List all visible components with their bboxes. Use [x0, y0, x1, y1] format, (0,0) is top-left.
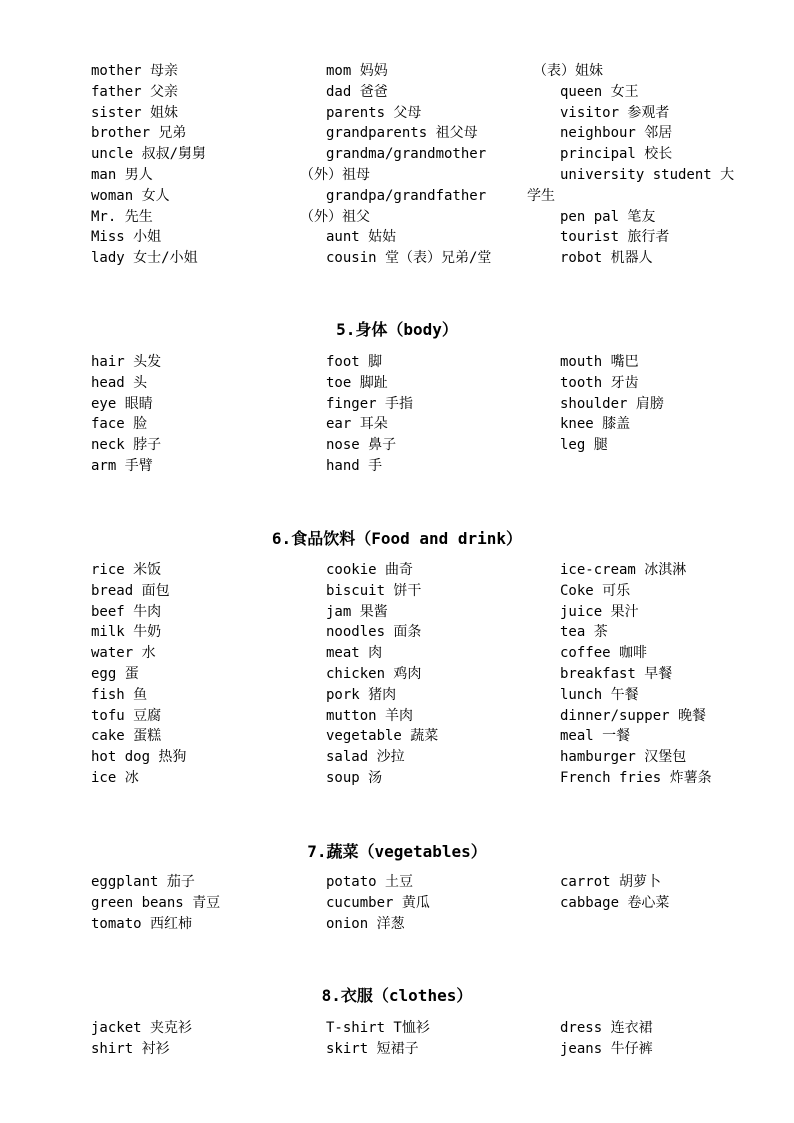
word-row: [0, 622, 794, 643]
word-row: [0, 747, 794, 768]
word-row: [0, 685, 794, 706]
word-entry: jeans 牛仔裤: [560, 1040, 653, 1057]
clothes-word-list: [0, 1018, 794, 1060]
body-word-list: [0, 352, 794, 477]
word-row: [0, 1039, 794, 1060]
word-entry: mutton 羊肉: [326, 707, 414, 724]
word-entry: mouth 嘴巴: [560, 354, 639, 370]
word-entry: hamburger 汉堡包: [560, 749, 687, 766]
word-entry: dinner/supper 晚餐: [560, 707, 707, 724]
word-entry: neck 脖子: [91, 437, 162, 454]
word-entry: cucumber 黄瓜: [326, 894, 430, 911]
word-row: [0, 872, 794, 893]
word-entry: grandpa/grandfather: [326, 187, 487, 204]
word-entry: father 父亲: [91, 83, 179, 100]
word-entry: sister 姐妹: [91, 104, 179, 121]
word-entry: ice-cream 冰淇淋: [560, 562, 687, 578]
word-row: [0, 602, 794, 623]
word-entry: visitor 参观者: [560, 104, 670, 121]
word-entry: onion 洋葱: [326, 915, 405, 932]
word-entry: bread 面包: [91, 582, 170, 599]
word-entry: head 头: [91, 374, 148, 391]
word-entry: face 脸: [91, 416, 148, 433]
word-entry: green beans 青豆: [91, 894, 221, 911]
word-entry: pork 猪肉: [326, 686, 397, 703]
word-entry: biscuit 饼干: [326, 582, 422, 599]
word-entry: Coke 可乐: [560, 582, 631, 599]
word-entry: hair 头发: [91, 354, 162, 370]
word-entry: carrot 胡萝卜: [560, 874, 662, 890]
section-heading-body: 5.身体（body）: [336, 320, 458, 339]
word-row: [0, 706, 794, 727]
word-entry: water 水: [91, 645, 156, 662]
word-entry: fish 鱼: [91, 686, 148, 703]
word-entry: ice 冰: [91, 769, 139, 786]
word-entry: French fries 炸薯条: [560, 769, 712, 786]
word-entry: breakfast 早餐: [560, 665, 673, 682]
word-row: [0, 581, 794, 602]
word-entry: jam 果酱: [326, 603, 388, 620]
word-entry: ear 耳朵: [326, 416, 388, 433]
word-entry: queen 女王: [560, 83, 639, 100]
word-entry: milk 牛奶: [91, 624, 162, 641]
word-entry-continued: （外）祖父: [300, 208, 370, 225]
section-heading-food-and-drink: 6.食品饮料（Food and drink）: [271, 529, 523, 548]
word-entry: hot dog 热狗: [91, 749, 187, 766]
word-entry: uncle 叔叔/舅舅: [91, 146, 207, 163]
word-row: [0, 726, 794, 747]
word-entry: noodles 面条: [326, 624, 422, 641]
word-entry: meat 肉: [326, 645, 383, 662]
word-entry: Mr. 先生: [91, 208, 153, 225]
word-entry: soup 汤: [326, 769, 383, 786]
word-entry: cabbage 卷心菜: [560, 894, 670, 911]
word-entry-continued: （外）祖母: [300, 167, 370, 183]
word-entry: foot 脚: [326, 354, 383, 370]
word-entry: potato 土豆: [326, 874, 414, 890]
word-entry: principal 校长: [560, 146, 673, 163]
word-entry: chicken 鸡肉: [326, 665, 422, 682]
word-row: [0, 373, 794, 394]
word-entry: dress 连衣裙: [560, 1020, 653, 1036]
word-entry: tourist 旅行者: [560, 229, 670, 246]
word-entry: parents 父母: [326, 104, 422, 121]
food-word-list: [0, 560, 794, 789]
word-row: [0, 394, 794, 415]
word-entry: T-shirt T恤衫: [326, 1020, 430, 1036]
word-entry: woman 女人: [91, 187, 170, 204]
word-entry: aunt 姑姑: [326, 229, 397, 246]
word-entry: juice 果汁: [560, 603, 639, 620]
word-entry: vegetable 蔬菜: [326, 728, 439, 745]
word-entry: pen pal 笔友: [560, 208, 656, 225]
word-entry: finger 手指: [326, 395, 414, 412]
word-row: [0, 768, 794, 789]
word-entry: cookie 曲奇: [326, 562, 414, 578]
word-entry: meal 一餐: [560, 728, 631, 745]
word-entry: lady 女士/小姐: [91, 250, 198, 267]
word-row: [0, 352, 794, 373]
word-entry: tomato 西红柿: [91, 915, 193, 932]
word-entry: grandma/grandmother: [326, 146, 487, 163]
word-entry: rice 米饭: [91, 562, 162, 578]
word-entry-continued: （表）姐妹: [533, 63, 603, 79]
word-entry: salad 沙拉: [326, 749, 405, 766]
word-row: [0, 456, 794, 477]
word-row: [0, 414, 794, 435]
word-row: [0, 1018, 794, 1039]
word-entry: skirt 短裙子: [326, 1040, 419, 1057]
word-entry: brother 兄弟: [91, 125, 187, 142]
word-entry: grandparents 祖父母: [326, 125, 478, 142]
word-entry: man 男人: [91, 167, 153, 183]
word-entry: tofu 豆腐: [91, 707, 162, 724]
word-entry: Miss 小姐: [91, 229, 162, 246]
word-entry: mom 妈妈: [326, 63, 388, 79]
section-heading-clothes: 8.衣服（clothes）: [321, 986, 473, 1005]
word-entry: cake 蛋糕: [91, 728, 162, 745]
word-entry: shoulder 肩膀: [560, 395, 664, 412]
word-entry: tea 茶: [560, 624, 608, 641]
word-entry: arm 手臂: [91, 457, 153, 474]
word-entry: eggplant 茄子: [91, 874, 195, 890]
section-heading-vegetables: 7.蔬菜（vegetables）: [307, 842, 487, 861]
word-entry: beef 牛肉: [91, 603, 162, 620]
word-entry: university student 大: [560, 167, 735, 183]
word-entry: hand 手: [326, 457, 383, 474]
word-entry: neighbour 邻居: [560, 125, 673, 142]
word-row: [0, 914, 794, 935]
word-entry: shirt 衬衫: [91, 1040, 170, 1057]
word-entry: robot 机器人: [560, 250, 653, 267]
word-entry: toe 脚趾: [326, 374, 388, 391]
word-row: [0, 643, 794, 664]
word-row: [0, 664, 794, 685]
word-entry: cousin 堂（表）兄弟/堂: [326, 250, 492, 267]
word-entry: mother 母亲: [91, 63, 179, 79]
word-row: [0, 435, 794, 456]
word-entry: nose 鼻子: [326, 437, 397, 454]
word-entry: knee 膝盖: [560, 416, 631, 433]
word-entry: eye 眼睛: [91, 395, 153, 412]
word-entry: dad 爸爸: [326, 83, 388, 100]
word-entry: lunch 午餐: [560, 686, 639, 703]
word-entry-continued: 学生: [527, 187, 555, 204]
word-entry: tooth 牙齿: [560, 374, 639, 391]
vegetables-word-list: [0, 872, 794, 934]
word-entry: leg 腿: [560, 437, 608, 454]
word-entry: coffee 咖啡: [560, 645, 648, 662]
word-entry: egg 蛋: [91, 665, 139, 682]
word-row: [0, 893, 794, 914]
word-entry: jacket 夹克衫: [91, 1020, 193, 1036]
word-row: [0, 560, 794, 581]
